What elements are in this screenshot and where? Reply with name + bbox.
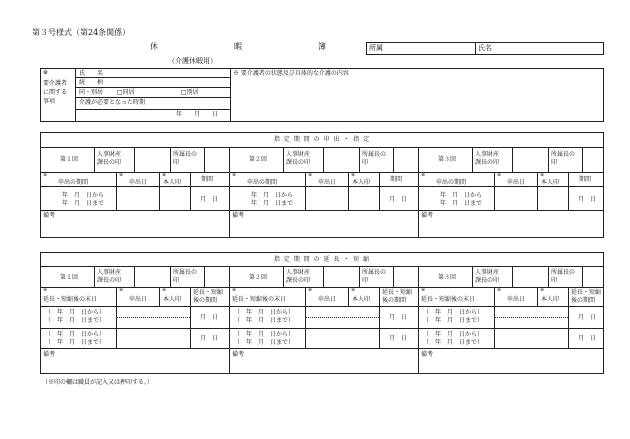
ext-hr-stamp-1-3: 人事財産 <box>475 269 500 276</box>
desig-self-stamp-3: 本人印 <box>541 179 560 186</box>
name-label: 氏名 <box>478 44 492 52</box>
desig-period-1: 期間 <box>201 176 214 183</box>
desig-mark-a-3: ※ <box>421 172 426 178</box>
care-side-label-1: 要介護者 <box>43 80 68 87</box>
desig-remarks-2: 備考 <box>232 212 245 219</box>
care-living-label: 同・別居 <box>79 89 104 96</box>
desig-dept-stamp-1-2: 所属長の <box>362 151 387 158</box>
desig-request-date-3: 申出日 <box>507 179 526 186</box>
ext-dept-stamp-2-3: 印 <box>551 277 558 284</box>
ext-round-1: 第１回 <box>60 274 79 281</box>
ext-remarks-1: 備考 <box>43 351 56 358</box>
desig-dept-stamp-2-3: 印 <box>551 159 558 166</box>
desig-period-3: 期間 <box>579 176 592 183</box>
designation-title: 指 定 期 間 の 申 出 ・ 指 定 <box>273 136 371 143</box>
care-content-note: ※ 要介護者の状態及び具体的な介護の内容 <box>233 70 349 77</box>
desig-remarks-3: 備考 <box>421 212 434 219</box>
ext-mark-b-3: ※ <box>497 287 502 293</box>
form-title: 休 暇 簿 <box>150 42 360 51</box>
desig-mark-a-2: ※ <box>232 172 237 178</box>
care-start-label: 介護が必要となった時期 <box>79 99 146 106</box>
ext-mark-c-2: ※ <box>351 287 356 293</box>
ext-days-b-1: 月 日 <box>200 335 219 342</box>
desig-request-date-1: 申出日 <box>129 179 148 186</box>
desig-round-1: 第１回 <box>60 156 79 163</box>
ext-period-after-2-3: 後の期間 <box>571 297 596 304</box>
ext-days-a-3: 月 日 <box>578 314 597 321</box>
desig-from-1: 年 月 日から <box>62 192 105 199</box>
ext-mark-c-3: ※ <box>540 287 545 293</box>
ext-round-2: 第２回 <box>249 274 268 281</box>
ext-from-a-1: （ 年 月 日から） <box>45 309 106 316</box>
ext-period-after-1-2: 延長・短縮 <box>382 289 413 296</box>
ext-end-date-2: 延長・短縮後の末日 <box>232 296 287 303</box>
desig-request-date-2: 申出日 <box>318 179 337 186</box>
ext-from-b-3: （ 年 月 日から） <box>423 331 484 338</box>
footer-note: （※印の欄は職員が記入又は押印する。） <box>42 379 154 386</box>
ext-to-b-3: （ 年 月 日まで） <box>423 339 484 346</box>
ext-mark-a-3: ※ <box>421 287 426 293</box>
extension-title: 指 定 期 間 の 延 長 ・ 短 縮 <box>273 256 371 263</box>
ext-period-after-2-2: 後の期間 <box>382 297 407 304</box>
care-mark: ※ <box>43 69 49 76</box>
desig-days-2: 月 日 <box>389 196 408 203</box>
ext-to-a-2: （ 年 月 日まで） <box>234 317 295 324</box>
ext-hr-stamp-1-2: 人事財産 <box>286 269 311 276</box>
ext-from-b-1: （ 年 月 日から） <box>45 331 106 338</box>
desig-mark-b-3: ※ <box>497 172 502 178</box>
desig-mark-c-3: ※ <box>540 172 545 178</box>
ext-request-date-1: 申出日 <box>129 296 148 303</box>
ext-mark-b-1: ※ <box>119 287 124 293</box>
ext-hr-stamp-2-2: 課長の印 <box>286 277 311 284</box>
ext-end-date-3: 延長・短縮後の末日 <box>421 296 476 303</box>
ext-hr-stamp-2-3: 課長の印 <box>475 277 500 284</box>
ext-dept-stamp-1-3: 所属長の <box>551 269 576 276</box>
desig-hr-stamp-1-1: 人事財産 <box>97 151 122 158</box>
ext-round-3: 第３回 <box>438 274 457 281</box>
ext-to-b-2: （ 年 月 日まで） <box>234 339 295 346</box>
desig-to-1: 年 月 日まで <box>62 200 105 207</box>
ext-days-b-3: 月 日 <box>578 335 597 342</box>
separate-residence-checkbox[interactable]: □ 別居 <box>181 89 199 96</box>
desig-hr-stamp-2-3: 課長の印 <box>475 159 500 166</box>
ext-self-stamp-2: 本人印 <box>352 296 371 303</box>
desig-round-3: 第３回 <box>438 156 457 163</box>
care-start-date: 年 月 日 <box>176 111 222 118</box>
desig-to-2: 年 月 日まで <box>251 200 294 207</box>
desig-mark-c-1: ※ <box>162 172 167 178</box>
dept-label: 所属 <box>369 44 383 52</box>
ext-hr-stamp-2-1: 課長の印 <box>97 277 122 284</box>
ext-request-date-3: 申出日 <box>507 296 526 303</box>
desig-from-2: 年 月 日から <box>251 192 294 199</box>
care-side-label-3: 事項 <box>43 98 56 105</box>
ext-mark-a-1: ※ <box>43 287 48 293</box>
desig-request-period-3: 申出の期間 <box>436 179 467 186</box>
desig-remarks-1: 備考 <box>43 212 56 219</box>
care-side-label-2: に関する <box>43 89 68 96</box>
ext-period-after-1-3: 延長・短縮 <box>571 289 602 296</box>
ext-end-date-1: 延長・短縮後の末日 <box>43 296 98 303</box>
ext-dept-stamp-2-1: 印 <box>173 277 180 284</box>
ext-from-a-3: （ 年 月 日から） <box>423 309 484 316</box>
desig-self-stamp-1: 本人印 <box>163 179 182 186</box>
ext-mark-c-1: ※ <box>162 287 167 293</box>
ext-hr-stamp-1-1: 人事財産 <box>97 269 122 276</box>
ext-request-date-2: 申出日 <box>318 296 337 303</box>
ext-days-a-1: 月 日 <box>200 314 219 321</box>
ext-remarks-2: 備考 <box>232 351 245 358</box>
desig-mark-c-2: ※ <box>351 172 356 178</box>
same-residence-checkbox[interactable]: □ 同居 <box>117 89 135 96</box>
ext-dept-stamp-1-2: 所属長の <box>362 269 387 276</box>
desig-round-2: 第２回 <box>249 156 268 163</box>
desig-hr-stamp-2-2: 課長の印 <box>286 159 311 166</box>
ext-mark-a-2: ※ <box>232 287 237 293</box>
ext-remarks-3: 備考 <box>421 351 434 358</box>
ext-days-b-2: 月 日 <box>389 335 408 342</box>
desig-from-3: 年 月 日から <box>440 192 483 199</box>
desig-request-period-2: 申出の期間 <box>247 179 278 186</box>
ext-to-a-1: （ 年 月 日まで） <box>45 317 106 324</box>
desig-self-stamp-2: 本人印 <box>352 179 371 186</box>
desig-dept-stamp-1-3: 所属長の <box>551 151 576 158</box>
ext-dept-stamp-2-2: 印 <box>362 277 369 284</box>
desig-mark-a-1: ※ <box>43 172 48 178</box>
form-subtitle: （介護休暇用） <box>168 57 217 65</box>
desig-mark-b-1: ※ <box>119 172 124 178</box>
ext-period-after-1-1: 延長・短縮 <box>193 289 224 296</box>
form-number: 第３号様式（第24条関係） <box>32 28 131 37</box>
ext-self-stamp-1: 本人印 <box>163 296 182 303</box>
ext-to-a-3: （ 年 月 日まで） <box>423 317 484 324</box>
ext-period-after-2-1: 後の期間 <box>193 297 218 304</box>
ext-from-a-2: （ 年 月 日から） <box>234 309 295 316</box>
desig-hr-stamp-1-2: 人事財産 <box>286 151 311 158</box>
ext-mark-b-2: ※ <box>308 287 313 293</box>
care-name-label: 氏 名 <box>79 70 104 77</box>
desig-mark-b-2: ※ <box>308 172 313 178</box>
ext-from-b-2: （ 年 月 日から） <box>234 331 295 338</box>
extension-section <box>40 252 604 374</box>
care-relation-label: 続 柄 <box>79 79 104 86</box>
desig-hr-stamp-1-3: 人事財産 <box>475 151 500 158</box>
ext-days-a-2: 月 日 <box>389 314 408 321</box>
desig-days-1: 月 日 <box>200 196 219 203</box>
desig-dept-stamp-1-1: 所属長の <box>173 151 198 158</box>
desig-request-period-1: 申出の期間 <box>58 179 89 186</box>
desig-days-3: 月 日 <box>578 196 597 203</box>
desig-to-3: 年 月 日まで <box>440 200 483 207</box>
desig-hr-stamp-2-1: 課長の印 <box>97 159 122 166</box>
desig-dept-stamp-2-2: 印 <box>362 159 369 166</box>
ext-self-stamp-3: 本人印 <box>541 296 560 303</box>
ext-dept-stamp-1-1: 所属長の <box>173 269 198 276</box>
desig-dept-stamp-2-1: 印 <box>173 159 180 166</box>
desig-period-2: 期間 <box>390 176 403 183</box>
ext-to-b-1: （ 年 月 日まで） <box>45 339 106 346</box>
